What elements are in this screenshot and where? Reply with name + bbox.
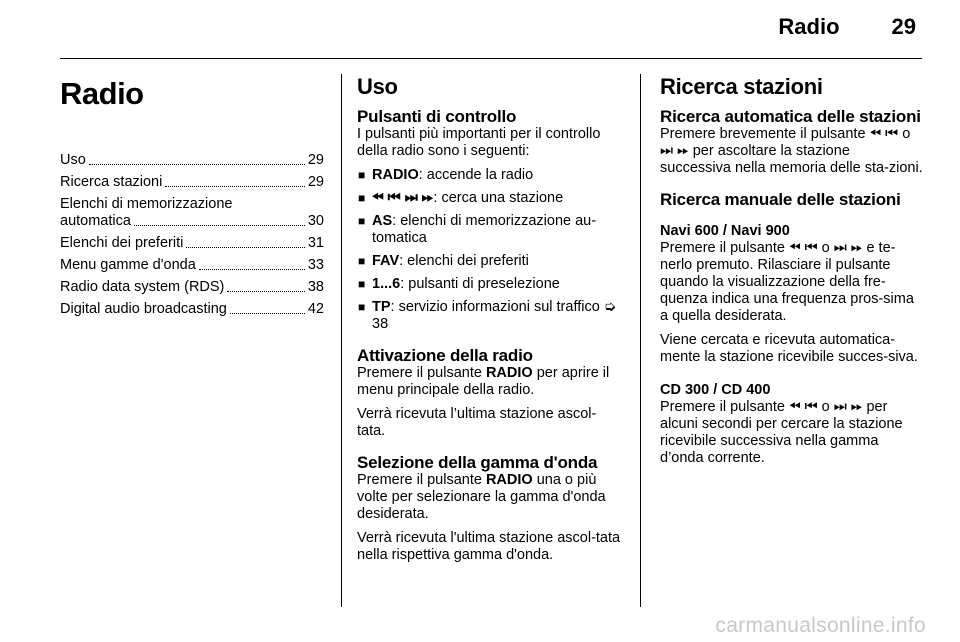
cd-p1: Premere il pulsante ⏪︎ ⏮︎ o ⏭︎ ⏩︎ per alcuni secondi per cercare la stazione ricevibile successiva nella gamma d’onda corrente.	[660, 399, 903, 466]
toc-leader	[230, 313, 305, 314]
toc-entry-label: Radio data system (RDS)	[60, 279, 225, 295]
toc-entry-dab[interactable]	[60, 301, 324, 318]
navi-p2: Viene cercata e ricevuta automatica-mente la stazione ricevibile succes-siva.	[660, 332, 918, 365]
radio-key: RADIO	[485, 472, 533, 488]
header-page-number: 29	[891, 14, 916, 39]
uso-column	[357, 74, 623, 571]
toc-entry-ricerca[interactable]	[60, 174, 324, 191]
text: Premere il pulsante	[357, 472, 486, 488]
column-divider-2	[640, 74, 641, 607]
control-desc: : pulsanti di preselezione	[400, 276, 560, 292]
uso-heading: Uso	[357, 74, 398, 99]
pulsanti-heading: Pulsanti di controllo	[357, 107, 517, 126]
toc-entry-elenchi-memorizzazione[interactable]	[60, 196, 324, 230]
bullet-icon: ■	[358, 277, 366, 291]
control-desc: : servizio informazioni sul traffico ➭ 38	[372, 299, 616, 332]
ricerca-heading: Ricerca stazioni	[660, 74, 823, 99]
toc-entry-page: 42	[307, 301, 324, 317]
toc-entry-label: Digital audio broadcasting	[60, 301, 227, 317]
toc-leader	[199, 269, 305, 270]
list-item	[357, 167, 623, 184]
toc-entry-page: 29	[307, 174, 324, 190]
selezione-p2: Verrà ricevuta l'ultima stazione ascol-tata nella rispettiva gamma d'onda.	[357, 530, 621, 563]
toc-entry-rds[interactable]	[60, 279, 324, 296]
toc-entry-preferiti[interactable]	[60, 235, 324, 252]
control-desc: : elenchi dei preferiti	[399, 253, 529, 269]
bullet-icon: ■	[358, 191, 366, 205]
attivazione-p1	[357, 365, 623, 399]
toc-leader	[186, 247, 305, 248]
text: per aprire il menu principale della radio.	[357, 365, 610, 398]
header-rule	[60, 58, 922, 59]
ricerca-automatica-p1: Premere brevemente il pulsante ⏪︎ ⏮︎ o ⏭︎ ⏩︎ per ascoltare la stazione successiva nella memoria delle sta-zioni.	[660, 126, 923, 176]
pulsanti-intro: I pulsanti più importanti per il controllo della radio sono i seguenti:	[357, 126, 601, 159]
selezione-heading: Selezione della gamma d'onda	[357, 453, 598, 472]
text: una o più volte per selezionare la gamma d'onda desiderata.	[357, 472, 606, 522]
control-key: FAV	[372, 253, 400, 269]
header-section-title: Radio	[778, 14, 840, 39]
navi-heading: Navi 600 / Navi 900	[660, 223, 790, 239]
cd-heading: CD 300 / CD 400	[660, 382, 771, 398]
toc-entry-label-line1: Elenchi di memorizzazione	[60, 196, 233, 212]
toc-entry-page: 30	[307, 213, 324, 229]
ricerca-automatica-heading: Ricerca automatica delle stazioni	[660, 107, 921, 126]
bullet-icon: ■	[358, 254, 366, 268]
toc-leader	[134, 225, 305, 226]
toc-entry-page: 31	[307, 235, 324, 251]
list-item	[357, 253, 623, 270]
watermark: carmanualsonline.info	[715, 614, 926, 637]
toc-entry-page: 33	[307, 257, 324, 273]
text: Premere il pulsante	[357, 365, 486, 381]
control-key: TP	[372, 299, 391, 315]
control-desc: : cerca una stazione	[433, 190, 564, 206]
list-item	[357, 190, 623, 207]
list-item	[357, 299, 623, 333]
column-divider-1	[341, 74, 342, 607]
navi-p1: Premere il pulsante ⏪︎ ⏮︎ o ⏭︎ ⏩︎ e te-nerlo premuto. Rilasciare il pulsante quando la visualizzazione della fre-quenza indica una frequenza pros-sima a quella desiderata.	[660, 240, 914, 324]
chapter-title: Radio	[60, 76, 144, 111]
control-key: AS	[372, 213, 393, 229]
control-key: RADIO	[372, 167, 419, 183]
ricerca-manuale-heading: Ricerca manuale delle stazioni	[660, 190, 901, 209]
bullet-icon: ■	[358, 300, 366, 314]
selezione-p1	[357, 472, 623, 523]
control-desc: : elenchi di memorizzazione au-tomatica	[372, 213, 597, 246]
control-key: 1...6	[372, 276, 401, 292]
ricerca-column	[660, 74, 924, 474]
list-item	[357, 276, 623, 293]
list-item	[357, 213, 623, 247]
toc-entry-page: 38	[307, 279, 324, 295]
running-header	[778, 14, 916, 40]
toc-entry-page: 29	[307, 152, 324, 168]
toc-entry-gamme[interactable]	[60, 257, 324, 274]
bullet-icon: ■	[358, 168, 366, 182]
attivazione-heading: Attivazione della radio	[357, 346, 533, 365]
toc-entry-label: Elenchi dei preferiti	[60, 235, 184, 251]
seek-icons: ⏪︎ ⏮︎ ⏭︎ ⏩︎	[372, 190, 434, 206]
toc-entry-label-line2: automatica	[60, 213, 131, 229]
radio-key: RADIO	[485, 365, 533, 381]
control-desc: : accende la radio	[418, 167, 534, 183]
bullet-icon: ■	[358, 214, 366, 228]
toc-leader	[165, 186, 305, 187]
toc-entry-label: Menu gamme d'onda	[60, 257, 196, 273]
toc-entry-label: Ricerca stazioni	[60, 174, 163, 190]
toc-column	[60, 74, 324, 323]
toc-leader	[227, 291, 304, 292]
attivazione-p2: Verrà ricevuta l’ultima stazione ascol-tata.	[357, 406, 597, 439]
controls-list	[357, 167, 623, 333]
toc-entry-label: Uso	[60, 152, 86, 168]
toc-entry-uso[interactable]	[60, 152, 324, 169]
toc-leader	[89, 164, 305, 165]
